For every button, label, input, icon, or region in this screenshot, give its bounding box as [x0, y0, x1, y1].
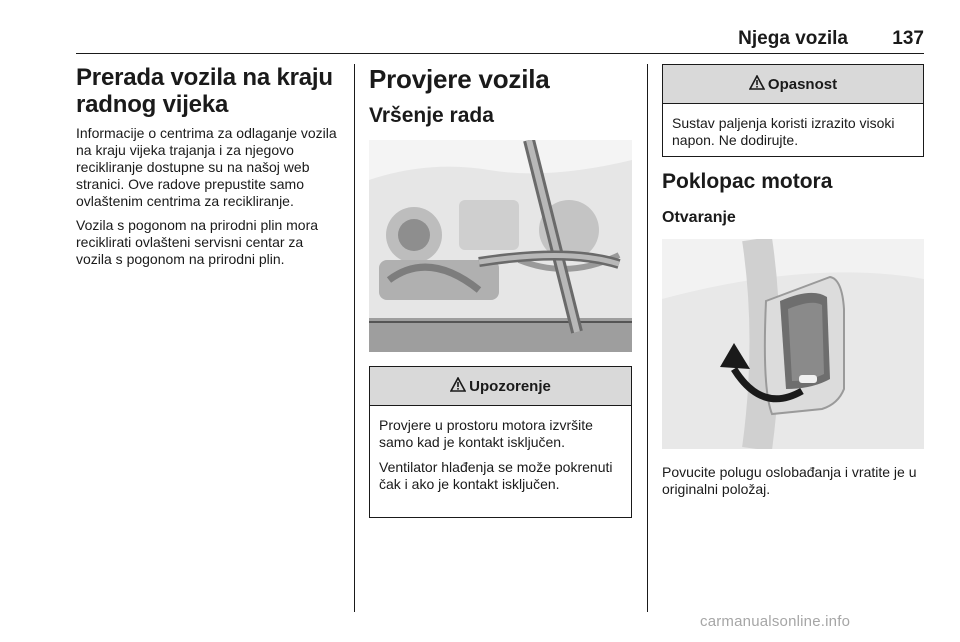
warning-paragraph-1: Provjere u prostoru motora izvršite samo kad je kontakt isključen.	[379, 417, 593, 450]
engine-bay-illustration	[369, 140, 632, 352]
paragraph-hood-release: Povucite polugu oslobađanja i vratite je u originalni položaj.	[662, 464, 917, 497]
section-heading-vehicle-checks: Provjere vozila	[369, 64, 550, 94]
hood-release-lever-illustration	[662, 239, 924, 449]
subheading-performing-work: Vršenje rada	[369, 104, 494, 127]
warning-title: Upozorenje	[469, 377, 551, 395]
danger-box-header	[663, 65, 923, 104]
page-number: 137	[892, 28, 924, 49]
danger-box	[662, 64, 924, 157]
warning-triangle-icon	[749, 75, 765, 94]
warning-box	[369, 366, 632, 518]
warning-triangle-icon	[450, 377, 466, 396]
subheading-opening: Otvaranje	[662, 209, 736, 226]
column-divider-1	[354, 64, 355, 612]
column-1	[76, 64, 342, 275]
paragraph-recycling-info: Informacije o centrima za odlaganje vozila na kraju vijeka trajanja i za njegovo recikliranje dostupne su na našoj web stranici. Ove radove prepustite samo ovlaštenim centrima za recikliranje.	[76, 125, 337, 209]
section-heading-recycling: Prerada vozila na kraju radnog vijeka	[76, 64, 333, 118]
watermark: carmanualsonline.info	[700, 613, 851, 630]
warning-paragraph-2: Ventilator hlađenja se može pokrenuti čak i ako je kontakt isključen.	[379, 459, 613, 492]
warning-box-header	[370, 367, 631, 406]
column-divider-2	[647, 64, 648, 612]
column-3	[662, 64, 924, 505]
paragraph-natural-gas: Vozila s pogonom na prirodni plin mora reciklirati ovlašteni servisni centar za vozila s pogonom na prirodni plin.	[76, 217, 319, 267]
danger-title: Opasnost	[767, 75, 838, 93]
header-divider	[76, 53, 924, 54]
column-2	[369, 64, 632, 518]
danger-paragraph: Sustav paljenja koristi izrazito visoki napon. Ne dodirujte.	[672, 115, 895, 148]
danger-box-body	[663, 104, 923, 163]
running-header-title: Njega vozila	[738, 28, 848, 49]
warning-box-body	[370, 406, 631, 507]
section-heading-hood: Poklopac motora	[662, 170, 833, 193]
